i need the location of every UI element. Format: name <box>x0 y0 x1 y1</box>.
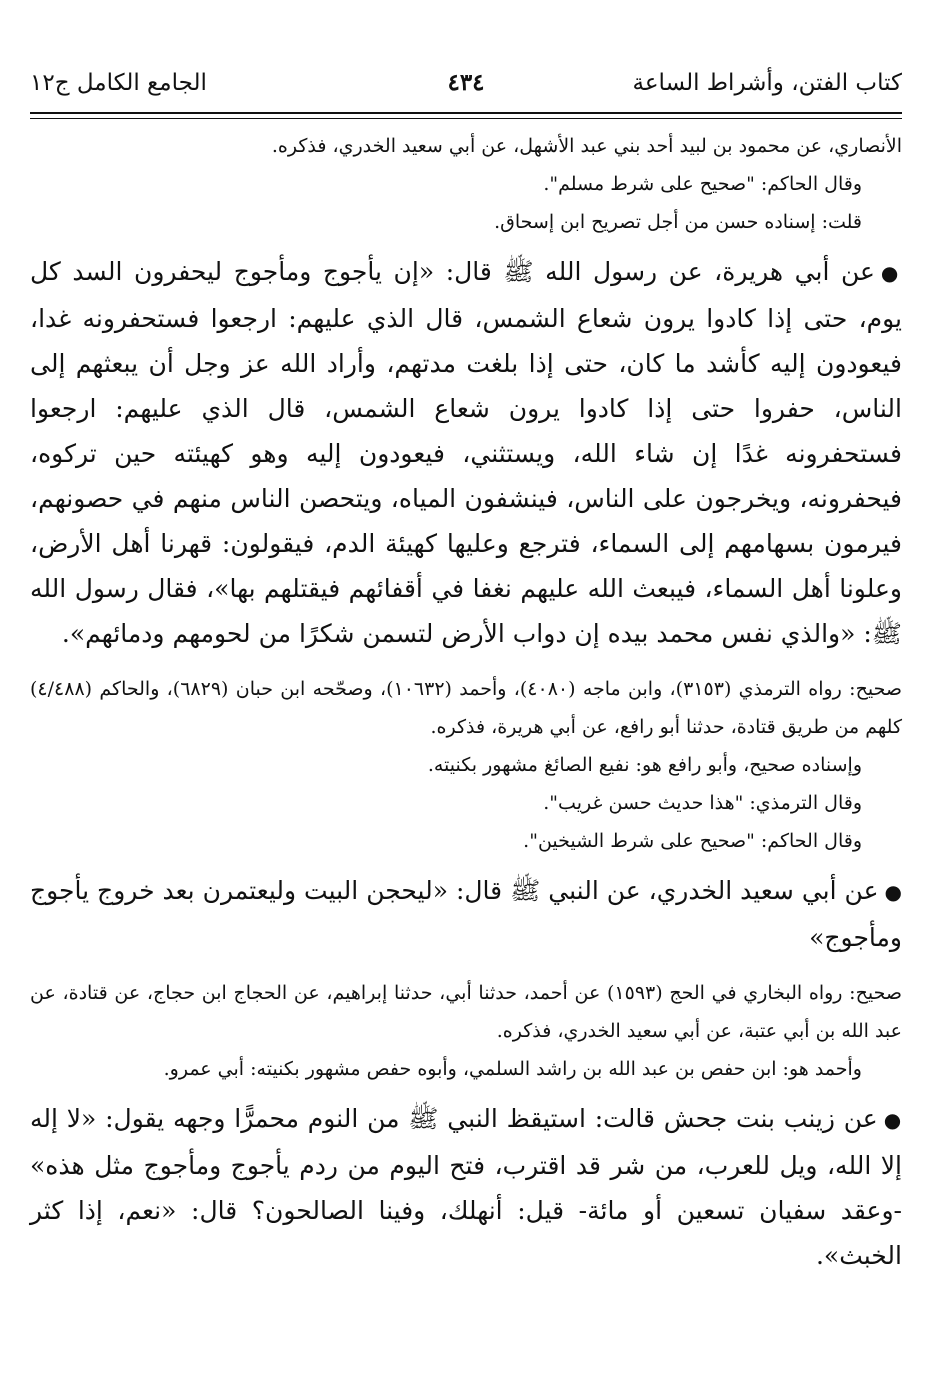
commentary-paragraph: وقال الحاكم: "صحيح على شرط مسلم". <box>543 173 862 195</box>
bullet-icon: ● <box>880 261 902 285</box>
bullet-icon: ● <box>883 1108 902 1132</box>
book-title: الجامع الكامل ج١٢ <box>30 70 207 96</box>
hadith-text <box>30 1096 902 1278</box>
hadith-body: عن أبي هريرة، عن رسول الله ﷺ قال: «إن يأجوج ومأجوج ليحفرون السد كل يوم، حتى إذا كادوا يرون شعاع الشمس، قال الذي عليهم: ارجعوا فستحفرونه غدا، فيعودون إليه كأشد ما كان، حتى إذا بلغت مدتهم، وأراد الله عز وجل أن يبعثهم إلى الناس، حفروا حتى إذا كادوا يرون شعاع الشمس، قال الذي عليهم: ارجعوا فستحفرونه غدًا إن شاء الله، ويستثني، فيعودون إليه وهو كهيئته حين تركوه، فيحفرونه، ويخرجون على الناس، فينشفون المياه، ويتحصن الناس منهم في حصونهم، فيرمون بسهامهم إلى السماء، فترجع وعليها كهيئة الدم، فيقولون: قهرنا أهل الأرض، وعلونا أهل السماء، فيبعث الله عليهم نغفا في أقفائهم فيقتلهم بها»، فقال رسول الله ﷺ: «والذي نفس محمد بيده إن دواب الأرض لتسمن شكرًا من لحومهم ودمائهم». <box>30 257 902 648</box>
commentary-paragraph: وقال الحاكم: "صحيح على شرط الشيخين". <box>523 830 862 852</box>
page-header <box>30 58 902 110</box>
page-body <box>30 127 902 1278</box>
book-page <box>30 58 902 1358</box>
hadith-text <box>30 868 902 960</box>
commentary-paragraph: قلت: إسناده حسن من أجل تصريح ابن إسحاق. <box>494 211 862 233</box>
header-rule <box>30 112 902 119</box>
hadith-body: عن أبي سعيد الخدري، عن النبي ﷺ قال: «ليحجن البيت وليعتمرن بعد خروج يأجوج ومأجوج» <box>30 876 902 952</box>
bullet-icon: ● <box>884 880 902 904</box>
commentary-paragraph: وقال الترمذي: "هذا حديث حسن غريب". <box>543 792 862 814</box>
hadith-body: عن زينب بنت جحش قالت: استيقظ النبي ﷺ من النوم محمرًّا وجهه يقول: «لا إله إلا الله، ويل للعرب، من شر قد اقترب، فتح اليوم من ردم يأجوج ومأجوج مثل هذه» -وعقد سفيان تسعين أو مائة- قيل: أنهلك، وفينا الصالحون؟ قال: «نعم، إذا كثر الخبث». <box>30 1104 902 1270</box>
page-number: ٤٣٤ <box>447 69 485 96</box>
commentary-paragraph: الأنصاري، عن محمود بن لبيد أحد بني عبد الأشهل، عن أبي سعيد الخدري، فذكره. <box>271 135 902 157</box>
takhrij-paragraph: صحيح: رواه البخاري في الحج (١٥٩٣) عن أحمد، حدثنا أبي، حدثنا إبراهيم، عن الحجاج ابن حجاج، عن قتادة، عن عبد الله بن أبي عتبة، عن أبي سعيد الخدري، فذكره. <box>30 982 902 1042</box>
chapter-title: كتاب الفتن، وأشراط الساعة <box>632 70 902 96</box>
takhrij-paragraph: صحيح: رواه الترمذي (٣١٥٣)، وابن ماجه (٤٠٨٠)، وأحمد (١٠٦٣٢)، وصحّحه ابن حبان (٦٨٢٩)، والحاكم (٤/٤٨٨) كلهم من طريق قتادة، حدثنا أبو رافع، عن أبي هريرة، فذكره. <box>30 678 902 738</box>
commentary-paragraph: وأحمد هو: ابن حفص بن عبد الله بن راشد السلمي، وأبوه حفص مشهور بكنيته: أبي عمرو. <box>163 1058 862 1080</box>
hadith-text <box>30 249 902 656</box>
commentary-paragraph: وإسناده صحيح، وأبو رافع هو: نفيع الصائغ مشهور بكنيته. <box>427 754 862 776</box>
